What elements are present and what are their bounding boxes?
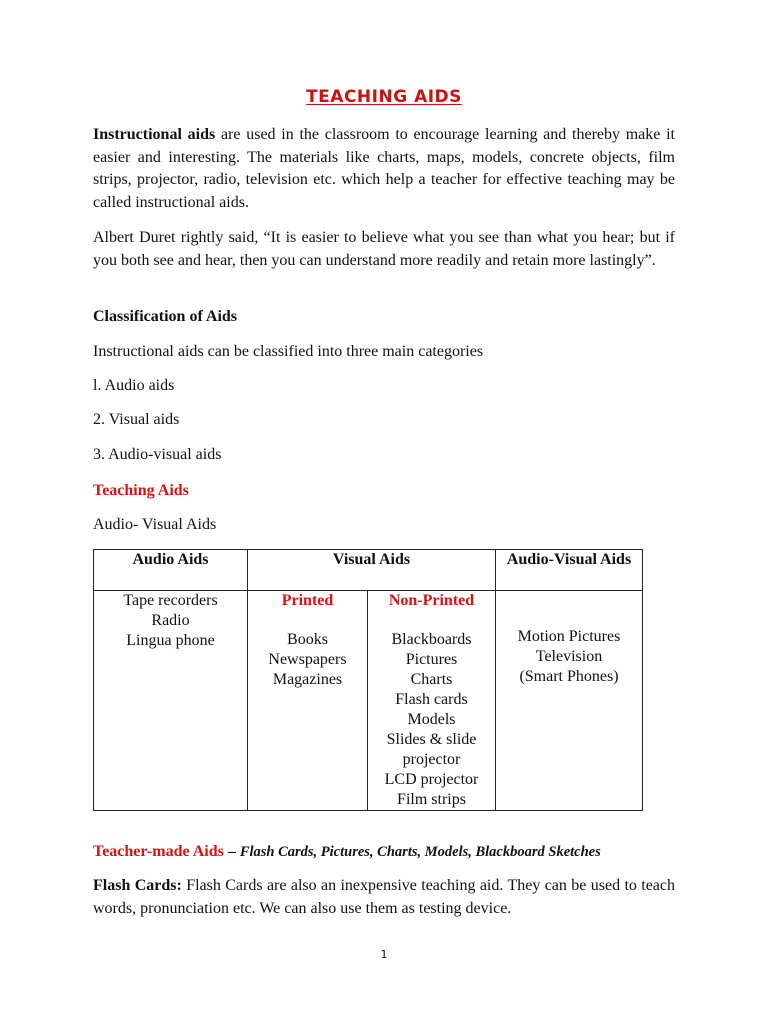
teacher-made-line [93, 842, 601, 862]
list-item: Magazines [272, 671, 343, 688]
list-item: Blackboards [391, 631, 472, 648]
intro-text: are used in the classroom to encourage learning and thereby make it easier and interesting. The materials like charts, maps, models, concrete objects, film strips, projector, radio, television etc. which help a teacher for effective teaching may be called instructional aids. [93, 126, 676, 211]
sub-header-non-printed: Non-Printed [388, 592, 475, 609]
non-printed-cell [368, 591, 496, 811]
classification-item: 2. Visual aids [93, 411, 180, 428]
table-caption: Audio- Visual Aids [93, 516, 217, 533]
teacher-made-list: Flash Cards, Pictures, Charts, Models, Blackboard Sketches [239, 844, 601, 860]
table-header-row [94, 550, 643, 591]
classification-heading: Classification of Aids [93, 308, 238, 325]
list-item: Television [535, 648, 603, 665]
header-audio-visual-aids: Audio-Visual Aids [496, 550, 643, 591]
quote-paragraph: Albert Duret rightly said, “It is easier to believe what you see than what you hear; but if you both see and hear, then you can understand more readily and retain more lastingly”. [93, 229, 675, 269]
classification-item: 3. Audio-visual aids [93, 446, 222, 463]
audio-visual-aids-cell [496, 591, 643, 811]
audio-aids-cell [94, 591, 248, 811]
list-item: Models [407, 711, 456, 728]
list-item: Books [287, 631, 328, 648]
list-item: Tape recorders [123, 592, 218, 609]
printed-cell [248, 591, 368, 811]
list-item: Flash cards [395, 691, 468, 708]
list-item: Radio [151, 612, 190, 629]
list-item: (Smart Phones) [519, 668, 619, 685]
list-item: Pictures [405, 651, 458, 668]
intro-term: Instructional aids [93, 126, 216, 143]
list-item: Film strips [397, 791, 466, 808]
header-visual-aids: Visual Aids [248, 550, 496, 591]
list-item: Lingua phone [126, 632, 215, 649]
flash-cards-term: Flash Cards: [93, 877, 182, 894]
classification-lead: Instructional aids can be classified into three main categories [93, 343, 484, 360]
flash-cards-text: Flash Cards are also an inexpensive teaching aid. They can be used to teach words, pronunciation etc. We can also use them as testing device. [93, 877, 676, 917]
sub-header-printed: Printed [281, 592, 334, 609]
page-number: 1 [380, 948, 388, 961]
list-item: Newspapers [268, 651, 347, 668]
list-item: LCD projector [384, 771, 479, 788]
list-item: Charts [410, 671, 453, 688]
teacher-made-dash: – [223, 843, 240, 860]
intro-paragraph [93, 124, 675, 214]
flash-cards-paragraph [93, 875, 675, 920]
teacher-made-label: Teacher-made Aids [93, 843, 224, 860]
list-item: Motion Pictures [517, 628, 621, 645]
header-audio-aids: Audio Aids [94, 550, 248, 591]
page-title: TEACHING AIDS [306, 87, 462, 107]
aids-table [93, 549, 643, 811]
list-item: Slides & slide projector [386, 731, 477, 768]
classification-item: l. Audio aids [93, 377, 175, 394]
section-heading: Teaching Aids [93, 482, 189, 499]
